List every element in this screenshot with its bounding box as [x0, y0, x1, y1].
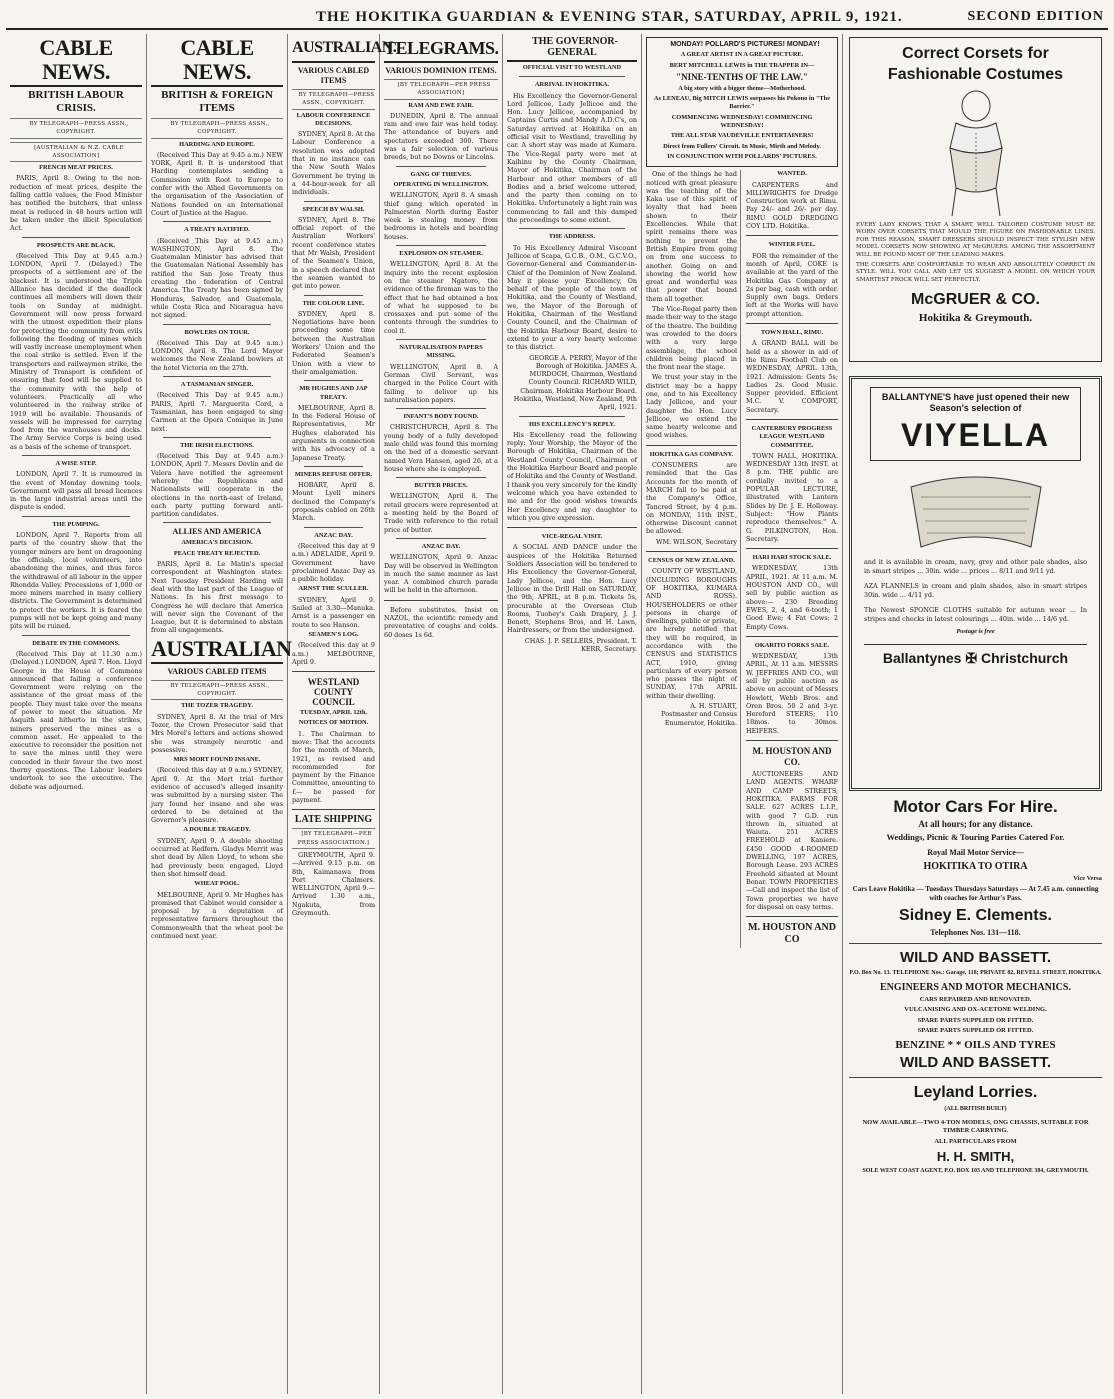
article-heading: A DOUBLE TRAGEDY.: [183, 826, 251, 834]
leyland-lorries-advert: [849, 1083, 1102, 1175]
advert-body: CONSUMERS are reminded that the Gas Accounts for the month of MARCH fall to be paid at the Company's Office, Tancred Street, by 4 p.m. on MONDAY, 11th INST., otherwise Discount cannot be allowed.: [646, 461, 737, 536]
masthead: [6, 4, 1108, 30]
advert-heading: HOKITIKA GAS COMPANY.: [649, 450, 734, 458]
section-title: VARIOUS DOMINION ITEMS.: [385, 66, 497, 75]
advert-body: THE CORSETS ARE COMFORTABLE TO WEAR AND ABSOLUTELY CORRECT IN STYLE. WILL YOU CALL AND LET US SUGGEST A MODEL ON WHICH YOUR SMARTEST FROCK WILL SET PERFECTLY.: [856, 262, 1095, 283]
advert-body: EVERY LADY KNOWS THAT A SMART, WELL TAILORED COSTUME MUST BE WORN OVER CORSETS THAT MOULD THE FIGURE ON FASHIONABLE LINES. FOR THIS REASON, SMART DRESSERS SHOULD INSPECT THE STYLISH NEW MODEL CORSETS NOW SHOWING AT McGRUERS. AMONG THE ASSORTMENT WILL BE FOUND MOST OF THE LEADING MAKES.: [856, 222, 1095, 258]
advertiser-name: Sidney E. Clements.: [899, 907, 1052, 925]
article-heading: SPEECH BY WALSH.: [302, 205, 365, 213]
article-body: WELLINGTON, April 8. At the inquiry into the recent explosion on the steamer Ngatoro, the evidence of the fireman was to the effect that he had obtained a box of what he supposed to be crossaxes and put some of the contents through the sundries to cool it.: [384, 260, 498, 335]
classified-ad: [746, 241, 838, 318]
fabric-illustration: [901, 467, 1051, 552]
article-heading: BOWLERS ON TOUR.: [184, 328, 250, 336]
credit-line: [AUSTRALIAN & N.Z. CABLE ASSOCIATION]: [10, 142, 142, 163]
advert-line: A big story with a bigger theme—Motherhood.: [678, 84, 806, 92]
advertiser-name: M. HOUSTON AND CO: [748, 922, 836, 946]
article-body: WELLINGTON, April 8. A German Civil Servant, was charged in the Police Court with failing to deliver up his naturalisation papers.: [384, 362, 498, 404]
classified-ad: [746, 554, 838, 631]
section-title: VARIOUS CABLED ITEMS: [167, 666, 267, 676]
credit-line: [BY TELEGRAPH—PER PRESS ASSOCIATION.]: [292, 828, 375, 849]
advert-body: AZA FLANNELS in cream and plain shades, also in smart stripes 30in. wide ... 4/11 yd.: [864, 582, 1087, 599]
article-heading: MINERS REFUSE OFFER.: [294, 470, 373, 478]
article-body: A SOCIAL AND DANCE under the auspices of the Hokitika Returned Soldiers Association will be tendered to His Excellency the Governor-General, Lady Jellicoe, and the Hon. Lucy Jellicoe in the Drill Hall on SATURDAY, the 9th, APRIL, at 8 p.m. Tickets 5s, procurable at the Overseas Club Rooms, Tuohey's Cash Drapery, J. J. Benett, Stephens Bros, and H. Lawn, Hairdressers, or from the undersigned.: [507, 543, 637, 635]
advertiser-phone: Telephones Nos. 131—118.: [930, 928, 1021, 938]
column-governor-general: [503, 34, 642, 1394]
advert-line: Direct from Fullers' Circuit. In Music, Mirth and Melody.: [663, 142, 821, 150]
article-heading: NOTICES OF MOTION.: [298, 719, 369, 727]
advert-line: SPARE PARTS SUPPLIED OR FITTED.: [917, 1017, 1034, 1025]
credit-line: [BY TELEGRAPH—PER PRESS ASSOCIATION]: [384, 79, 498, 100]
classified-body: TOWN HALL, HOKITIKA. WEDNESDAY 13th INST. at 8 p.m. THE public are cordially invited to a POPULAR LECTURE, illustrated with Lantern Slides by Dr. J. E. Holloway. Subject: "How Plants reproduce themselves." A. G. PILKINGTON, Hon. Secretary.: [746, 451, 838, 543]
advert-line: SPARE PARTS SUPPLIED OR FITTED.: [917, 1027, 1034, 1035]
advert-subtitle: At all hours; for any distance.: [918, 819, 1033, 829]
credit-line: BY TELEGRAPH—PRESS ASSN., COPYRIGHT.: [10, 118, 142, 139]
advertiser-name: Ballantynes ✠ Christchurch: [864, 644, 1087, 667]
article-body: SYDNEY, April 8. At the Labour Conference a resolution was adopted that in no instance can the New South Wales Government be trying in a 44-hour-week for all individuals.: [292, 130, 376, 197]
article-body: GREYMOUTH, April 9.—Arrived 9.15 p.m. on 8th, Kaimanawa from Port Chalmers. WELLINGTON, April 9.—Arrived 1.30 a.m., Ngakuta, from Greymouth.: [292, 850, 375, 918]
corset-advert: [849, 37, 1102, 362]
article-body: (Received This Day at 9.45 a.m.) LONDON, April 7. (Delayed.) The prospects of a settlement are of the blackest. It is understood the Triple Alliance has decided if the deadlock continues all members will down their tools on Sunday at midnight. Government will now press forward with the utmost expedition their plans for protecting the community from evils following the flooding of mines which will vastly increase unemployment when the coal strike is settled. Even if the transporters and railwaymen strike, the Ministry of Transport is confident of ensuring that food will be supplied to the community with the help of volunteers. Practically all who volunteered in the railway strike of 1919 will be available. Thousands of vessels will be impressed for carrying food from the warehouses and docks. The Army Service Corps is being used as a basis of the scheme of transport.: [10, 251, 142, 451]
section-subtitle: OFFICIAL VISIT TO WESTLAND: [522, 64, 622, 71]
edition-label: SECOND EDITION: [967, 9, 1104, 24]
article-heading: THE COLOUR LINE.: [302, 299, 365, 307]
article-heading: ANZAC DAY.: [314, 531, 353, 539]
advert-heading: CENSUS OF NEW ZEALAND.: [648, 557, 735, 565]
column-advertisements: [642, 34, 843, 1394]
article-heading: THE TOZER TRAGEDY.: [181, 702, 253, 710]
section-banner: CABLE NEWS.: [151, 36, 283, 87]
column-australian: [288, 34, 397, 1394]
advert-line: As LENEAU, Big MITCH LEWIS surpasses his Pokono in "The Barrier.": [653, 95, 831, 111]
advert-title: Correct Corsets for: [902, 45, 1049, 62]
section-banner: AUSTRALIAN.: [292, 36, 375, 63]
article-body: LONDON, April 7. Reports from all parts of the country show that the younger miners are bent on dragooning the officials, local volunteers, into abandoning the mines, and thus force the withdrawal of all labour in the upper Rhondda Valley. Processions of 1,000 or more miners marched in many colliery districts. The Government is determined to protect the workers. It is feared the pumps will not be kept going and many pits will be ruined.: [10, 531, 142, 631]
section-title: BRITISH LABOUR CRISIS.: [28, 89, 124, 114]
article-heading: WHEAT POOL.: [194, 880, 240, 888]
article-body: The Vice-Regal party then made their way to the stage of the theatre. The building was crowded to the doors with a very large assemblage, the school children being placed in the front near the stage.: [646, 305, 737, 372]
advert-line: THE ALL STAR VAUDEVILLE ENTERTAINERS!: [670, 132, 814, 140]
advert-nazol: Before substitutes. Insist on NAZOL, the scientific remedy and preventative of coughs and colds. 60 doses 1s 6d.: [384, 605, 498, 639]
article-body: DUNEDIN, April 8. The annual ram and ewe fair was held today. The attendance of buyers and spectators exceeded 300. There was a fair selection of various breeds, but no Downs or Lincolns.: [384, 111, 498, 162]
classified-heading: CANTERBURY PROGRESS LEAGUE WESTLAND COMMITTEE.: [751, 424, 833, 449]
advert-line: ENGINEERS AND MOTOR MECHANICS.: [880, 981, 1071, 993]
classified-body: CARPENTERS and MILLWRIGHTS for Dredge Construction work at Rimu. Pay 24/- and 26/- per day. RIMU GOLD DREDGING COY LTD. Hokitika.: [746, 180, 838, 231]
article-heading: A WISE STEP.: [55, 459, 97, 467]
article-heading: A TREATY RATIFIED.: [184, 226, 250, 234]
article-heading: TUESDAY, APRIL 12th.: [299, 709, 367, 717]
article-heading: RAM AND EWE FAIR.: [408, 101, 474, 109]
article-heading: INFANT'S BODY FOUND.: [403, 413, 479, 421]
advertiser-address: SOLE WEST COAST AGENT, P.O. BOX 103 AND TELEPHONE 384, GREYMOUTH.: [862, 1167, 1089, 1174]
article-heading: SEAMEN'S LOG.: [308, 630, 359, 638]
article-body: 1. The Chairman to move: That the accounts for the month of March, 1921, as revised and recommended for payment by the Finance Committee, amounting to £— be passed for payment.: [292, 729, 375, 805]
article-body: We trust your stay in the district may be a happy one, and to his Excellency Lady Jellicoe, and your daughter the Hon. Lucy Jellicoe, we extend the same hearty welcome and good wishes.: [646, 373, 737, 440]
article-heading: ARNST THE SCULLER.: [298, 585, 369, 593]
classified-ad: [746, 170, 838, 230]
classified-heading: HARI HARI STOCK SALE.: [752, 554, 832, 562]
classified-body: A GRAND BALL will be held as a shower in aid of the Rimu Football Club on WEDNESDAY, APRIL 13th, 1921. Admission: Gents 5s; Ladies 2s. Good Music. Supper provided. Efficient M.C. V. COMPORT, Secretary.: [746, 339, 838, 414]
article-heading: OPERATING IN WELLINGTON.: [393, 180, 489, 188]
column-telegrams: [380, 34, 503, 1394]
advert-line: NOW AVAILABLE—TWO 4-TON MODELS, ONG CHASSIS, SUITABLE FOR TIMBER CARRYING.: [862, 1119, 1089, 1135]
advert-line: IN CONJUNCTION WITH POLLARDS' PICTURES.: [667, 152, 817, 160]
credit-line: BY TELEGRAPH—PRESS ASSN., COPYRIGHT.: [151, 680, 283, 701]
advert-route: HOKITIKA TO OTIRA: [923, 861, 1028, 872]
advert-line: Royal Mail Motor Service—: [927, 848, 1024, 857]
advert-subtitle: Weddings, Picnic & Touring Parties Catered For.: [886, 832, 1065, 842]
advert-title: Motor Cars For Hire.: [893, 797, 1058, 816]
article-body: To His Excellency Admiral Viscount Jellicoe of Scapa, G.C.B., O.M., G.C.V.O., Governor-General and Commander-in-Chief of the Dominion of New Zealand. May it please your Excellency, On behalf of the people of the town of Hokitika, and the County of Westland, we, the Mayor of the Borough of Hokitika, Chairman of the Westland County Council, and the Chairman of the Hokitika Harbour Board, desire to extend to your a very hearty welcome to this district.: [507, 243, 637, 352]
advert-line: Vice Versa: [1073, 875, 1102, 882]
classified-ads: [746, 170, 838, 948]
motor-cars-advert: [849, 797, 1102, 938]
article-heading: A TASMANIAN SINGER.: [180, 381, 254, 389]
article-heading: LABOUR CONFERENCE DECISIONS.: [296, 111, 371, 127]
advert-film-title: "NINE-TENTHS OF THE LAW.": [676, 71, 808, 82]
article-heading: DEBATE IN THE COMMONS.: [32, 639, 120, 647]
article-heading: HARDING AND EUROPE.: [179, 140, 255, 148]
section-banner: WESTLAND COUNTY COUNCIL: [307, 677, 360, 708]
brand-name: VIYELLA: [900, 417, 1051, 453]
classified-ad: [746, 425, 838, 543]
article-heading: NATURALISATION PAPERS MISSING.: [399, 344, 483, 360]
advert-signature: A. H. STUART, Postmaster and Census Enumerator, Hokitika.: [661, 702, 737, 727]
article-heading: ANZAC DAY.: [421, 542, 461, 550]
article-heading: PEACE TREATY REJECTED.: [173, 549, 261, 557]
article-body: (Received this day at 9 a.m.) SYDNEY, April 9. At the Mort trial further evidence of accused's alleged insanity was submitted by a nursing sister. The jury found her insane and she was ordered to be detained at the Governor's pleasure.: [151, 766, 283, 825]
article-body: (Received This Day at 9.45 a.m.) NEW YORK, April 8. It is understood that Harding contemplates sending a Commission with Root to Europe to confer with the Allied Governments on the organisation of the Association of Nations founded on an International Court of Justice at the Hague.: [151, 150, 283, 217]
article-body: SYDNEY, April 9. Sailed at 3.30—Manuka. Arnst is a passenger en route to see Hanson.: [292, 595, 375, 629]
article-body: (Received This Day at 9.45 a.m.) LONDON, April 7. Messrs Devlin and de Valera have notified the agreement whereby the Republicans and Nationalists will cooperate in the elections in the north-east of Ireland, each party putting forward anti-partition candidates.: [151, 452, 283, 519]
signatories: CHAS. J. P. SELLERS, President. T. KERR, Secretary.: [524, 636, 637, 653]
advert-body: and it is available in cream, navy, grey and other pale shades, also in smart stripes ... 30in. wide ... prices ... 8/11 and 9/11 yd.: [864, 558, 1087, 575]
section-title: BRITISH & FOREIGN ITEMS: [161, 89, 273, 114]
article-body: WELLINGTON, April 8. A smash thief gang which operated in Palmerston North during Easter week is stealing money from bedrooms in hotels and boarding houses.: [384, 191, 498, 241]
advert-subtitle: (ALL BRITISH BUILT): [944, 1105, 1007, 1112]
advertiser-address: P.O. Box No. 13. TELEPHONE Nos.: Garage, 118; PRIVATE 82, REVELL STREET, HOKITIKA.: [849, 970, 1102, 977]
article-body: His Excellency the Governor-General Lord Jellicoe, Lady Jellicoe and the Hon. Lucy Jellicoe, accompanied by Captains Curtis and Mandy A.D.C's, on Saturday arrived at Hokitika on an official visit to Westland, travelling by car. A short stay was made at Kumara. The Vice-Regal party were met at Kaihinu by the County Chairman, Mayor of Hokitika, Chairman of the Harbour and other members of all Bodies and a brief welcome uttered, and the party then coming on to Hokitika. Unfortunately a light rain was commencing to fall and this damped the proceedings to some extent.: [507, 91, 637, 225]
article-heading: ALLIES AND AMERICA: [172, 527, 262, 537]
advert-title: Fashionable Costumes: [887, 66, 1064, 83]
viyella-advert: [849, 376, 1102, 791]
credit-line: BY TELEGRAPH—PRESS ASSN., COPYRIGHT.: [151, 118, 283, 139]
article-body: HOBART, April 8. Mount Lyell miners declined the Company's proposals cabled on 26th March.: [292, 481, 375, 523]
classified-heading: WINTER FUEL.: [768, 241, 816, 249]
advert-title: Leyland Lorries.: [913, 1083, 1038, 1101]
article-heading: GANG OF THIEVES.: [410, 170, 472, 178]
article-body: (Received This Day at 9.45 a.m.) WASHINGTON, April 8. The Guatemalan Minister has advised that the Guatemalan National Assembly has ratified the San Jose Treaty thus creating the federation of Central America. The Treaty has been signed by Honduras, Salvador, and Guatemala, while Costa Rica and Nicaragua have not signed.: [151, 236, 283, 320]
advert-heading: MONDAY! POLLARD'S PICTURES! MONDAY!: [670, 41, 820, 48]
article-body: LONDON, April 7. It is rumoured in the event of Monday downing tools, Government will pass all bread licences in the large industrial areas until the dispute is ended.: [10, 470, 142, 512]
classified-ad: [746, 746, 838, 911]
classified-body: WEDNESDAY, 13th APRIL, 1921. At 11 a.m. M. HOUSTON AND CO., will sell by public auction as above:— 230 Breeding EWES, 2, 4, and 6-tooth; 1 Good Ewe; 4 Fat Cows; 2 Empty Cows.: [746, 564, 838, 631]
column-cable-news-foreign: [147, 34, 292, 1394]
article-heading: BUTTER PRICES.: [414, 482, 468, 490]
advert-line: ALL PARTICULARS FROM: [934, 1137, 1017, 1145]
advert-line: CARS REPAIRED AND RENOVATED.: [919, 995, 1032, 1003]
article-body: (Received this day at 9 a.m.) ADELAIDE, April 9. Government have proclaimed Anzac Day as a public holiday.: [292, 541, 375, 584]
section-title: THE GOVERNOR-GENERAL: [507, 36, 637, 62]
article-heading: THE PUMPING.: [52, 520, 100, 528]
article-body: (Received this day at 9 a.m.) MELBOURNE, April 9.: [292, 641, 375, 666]
advert-line: VULCANISING AND OX-ACETONE WELDING.: [904, 1005, 1047, 1013]
article-body: MELBOURNE, April 8. In the Federal House of Representatives, Mr Hughes elaborated his arguments in connection with his advocacy of a Japanese Treaty.: [292, 403, 375, 462]
article-heading: MR HUGHES AND JAP TREATY.: [299, 385, 368, 401]
article-body: (Received This Day at 9.45 a.m.) LONDON, April 8. The Lord Mayor welcomes the New Zealand bowlers at the hotel Victoria on the 27th.: [151, 338, 283, 372]
newspaper-title: THE HOKITIKA GUARDIAN & EVENING STAR, SATURDAY, APRIL 9, 1921.: [316, 9, 903, 25]
advert-line: A GREAT ARTIST IN A GREAT PICTURE.: [680, 51, 804, 59]
classified-heading: OKARITO FORKS SALE.: [754, 641, 830, 649]
advert-signature: WM. WILSON, Secretary: [656, 537, 737, 546]
classified-heading: TOWN HALL, RIMU.: [760, 329, 824, 337]
classified-body: WEDNESDAY, 13th APRIL, At 11 a.m. MESSRS W. JEFFRIES AND CO., will sell by public auction as above on account of Messrs Hewlett, Webb Bros. and Oren Bros. 50 2 and 3-yr. Hereford STEERS; 110 18mos. to 30mos. HEIFERS.: [746, 652, 838, 735]
article-body: SYDNEY, April 9. A double shooting occurred at Redfern. Gladys Merrit was shot dead by Allen Lloyd, to whom she had previously been engaged. Lloyd then shot himself dead.: [151, 836, 283, 878]
article-heading: ARRIVAL IN HOKITIKA.: [534, 81, 610, 89]
section-banner: CABLE NEWS.: [10, 36, 142, 87]
article-body: CHRISTCHURCH, April 8. The young body of a fully developed male child was found this morning on the bed of a domestic servant named Vera Hansen, aged 26, at a house where she is employed.: [384, 423, 498, 473]
section-title: VARIOUS CABLED ITEMS: [297, 66, 370, 85]
pollards-pictures-advert: [646, 37, 838, 167]
classified-ad: [746, 642, 838, 735]
article-heading: HIS EXCELLENCY'S REPLY.: [528, 420, 615, 428]
signatories: GEORGE A. PERRY, Mayor of the Borough of Hokitika. JAMES A. MURDOCH, Chairman, Westland County Council. RICHARD WILD, Chairman, Hokitika Harbour Board. Hokitika, Westland, New Zealand, 9th April, 1921.: [513, 353, 637, 412]
article-heading: FRENCH MEAT PRICES.: [39, 164, 113, 172]
article-heading: THE IRISH ELECTIONS.: [180, 441, 254, 449]
article-body: SYDNEY, April 8. The official report of the Australian Workers' recent conference states that Mr Walsh, President of the Seamen's Union, in a speech declared that the seamen wanted to get into power.: [292, 215, 375, 291]
classified-body: FOR the remainder of the month of April, COKE is available at the yard of the Hokitika Gas Company at 2s per bag, cash with order. Supply own bags. Orders left at the Works will have prompt attention.: [746, 251, 838, 318]
advert-line: COMMENCING WEDNESDAY! COMMENCING WEDNESDAY!: [671, 113, 813, 130]
article-body: His Excellency read the following reply: Your Worship, the Mayor of the Borough of Hokitika, Chairman of the Westland County Council, Chairman of the Hokitika Harbour Board and people of Hokitika and the County of Westland. I thank you very sincerely for the kindly welcome which you have extended to me and for the good wishes towards Her Excellency and my daughter to which you give expression.: [507, 430, 637, 522]
advert-line: BERT MITCHELL LEWIS in THE TRAPPER IN—: [669, 61, 815, 69]
advert-body: COUNTY OF WESTLAND, (INCLUDING BOROUGHS OF HOKITIKA, KUMARA AND ROSS). HOUSEHOLDERS or other persons in charge of dwellings, public or private, are hereby notified that they will be required, in accordance with the CENSUS and STATISTICS ACT, 1910, giving particulars of every person who passes the night of SUNDAY, 17th APRIL within their dwelling.: [646, 567, 737, 700]
section-banner: AUSTRALIAN: [151, 637, 283, 664]
advertiser-name: WILD AND BASSETT.: [899, 1053, 1052, 1071]
article-heading: MRS MORT FOUND INSANE.: [173, 756, 261, 764]
advert-line: BENZINE * * OILS AND TYRES: [895, 1038, 1056, 1051]
wild-and-bassett-advert: [849, 949, 1102, 1071]
article-body: (Received This Day at 9.45 a.m.) PARIS, April 7. Marguerita Cord, a Tasmanian, has been engaged to sing Carmen at the Opera Comique in June next.: [151, 391, 283, 433]
classified-heading: M. HOUSTON AND CO.: [752, 746, 832, 768]
section-banner: TELEGRAMS.: [384, 36, 498, 63]
article-heading: VICE-REGAL VISIT.: [541, 533, 603, 541]
advert-schedule: Cars Leave Hokitika — Tuesdays Thursdays Saturdays — At 7.45 a.m. connecting with coaches for Arthur's Pass.: [852, 885, 1099, 903]
column-cable-news-labour: [6, 34, 147, 1394]
classified-ad: [746, 329, 838, 414]
article-body: SYDNEY, April 8. Negotiations have been proceeding some time between the Australian Workers' Union and the Federated Seamen's Union with a view to their amalgamation.: [292, 309, 375, 376]
article-heading: THE ADDRESS.: [548, 233, 596, 241]
article-body: PARIS, April 8. Le Matin's special correspondent at Washington states: Next Tuesday President Harding will deal with the last part of the League of Nations. In his first message to Congress he will declare that America will never sign the Covenant of the League, but it is determined to abstain from all engagements.: [151, 560, 283, 635]
advertiser-location: Hokitika & Greymouth.: [918, 312, 1033, 325]
article-body: SYDNEY, April 8. At the trial of Mrs Tozer, the Crown Prosecutor said that Mrs Morel's letters and actions showed she was strangely neurotic and possessive.: [151, 712, 283, 754]
article-body: (Received This Day at 11.30 a.m.) (Delayed.) LONDON, April 7. Hon. Lloyd George in the House of Commons announced that failing a conference Government were relying on the assistance of the great mass of the people. They must take over the means of power to meet the situation. Mr Asquith said hitherto in the strikes, miners preserved the mines as a common asset. He appealed to the executive to reconsider the position not to save the mines until they were conceded in their favour the two most thorny questions. The Labour leaders undertook to see the executive. The debate was adjourned.: [10, 649, 142, 791]
advert-note: Postage is free: [956, 628, 995, 635]
article-heading: EXPLOSION ON STEAMER.: [399, 250, 483, 258]
column-display-ads: [843, 34, 1108, 1394]
classified-heading: WANTED.: [777, 170, 807, 178]
section-banner: LATE SHIPPING: [294, 814, 373, 826]
article-body: PARIS, April 8. Owing to the non-reduction of meat prices, despite the falling cattle values, the Food Minister has notified the butchers, that unless meat is reduced in 48 hours action will be taken under the illicit Speculation Act.: [10, 174, 142, 233]
advertiser-name: H. H. SMITH,: [936, 1148, 1015, 1164]
corset-illustration: [916, 88, 1036, 218]
article-body: WELLINGTON, April 8. The retail grocers were represented at a meeting held by the Board of Trade with reference to the retail price of butter.: [384, 492, 498, 534]
article-heading: PROSPECTS ARE BLACK.: [36, 241, 116, 249]
article-heading: AMERICA'S DECISION.: [181, 539, 253, 547]
classified-body: AUCTIONEERS AND LAND AGENTS. WHARF AND CAMP STREETS, HOKITIKA. FARMS FOR SALE. 627 ACRES L.I.P., with good 7 G.D. run thrown in, situated at Waiuta. 251 ACRES FREEHOLD at Kaniere. £450 GOOD 4-ROOMED DWELLING, 197 ACRES, Borough Lease. 293 ACRES Freehold situated at Mount Bonar. TOWN PROPERTIES—Call and inspect the list of Town properties we have for disposal on easy terms.: [746, 770, 838, 911]
article-body: MELBOURNE, April 9. Mr Hughes has promised that Cabinet would consider a proposal by a deputation of representative farmers throughout the Commonwealth that the wheat pool be continued next year.: [151, 890, 283, 941]
advertiser-name: McGRUER & CO.: [911, 291, 1040, 309]
advert-body: The Newest SPONGE CLOTHS suitable for autumn wear ... In stripes and checks in latest colourings ... 40in. wide ... 14/6 yd.: [864, 606, 1087, 623]
article-body: One of the things he had noticed with great pleasure was the teaching of the Kaka use of this spirit of loyalty that had been shown to their Excellencies. While that spirit remains there was nothing to prevent the British Empire from going on from one success to another. Going on and showing the world how great and wonderful was that power that bound them all together.: [646, 170, 737, 303]
advertiser-name: WILD AND BASSETT.: [899, 949, 1052, 967]
article-body: WELLINGTON, April 9. Anzac Day will be observed in Wellington in much the same manner as last year. A combined church parade will be held in the afternoon.: [384, 553, 498, 595]
credit-line: BY TELEGRAPH—PRESS ASSN., COPYRIGHT.: [292, 89, 375, 110]
advert-intro: BALLANTYNE'S have just opened their new Season's selection of: [881, 392, 1070, 413]
